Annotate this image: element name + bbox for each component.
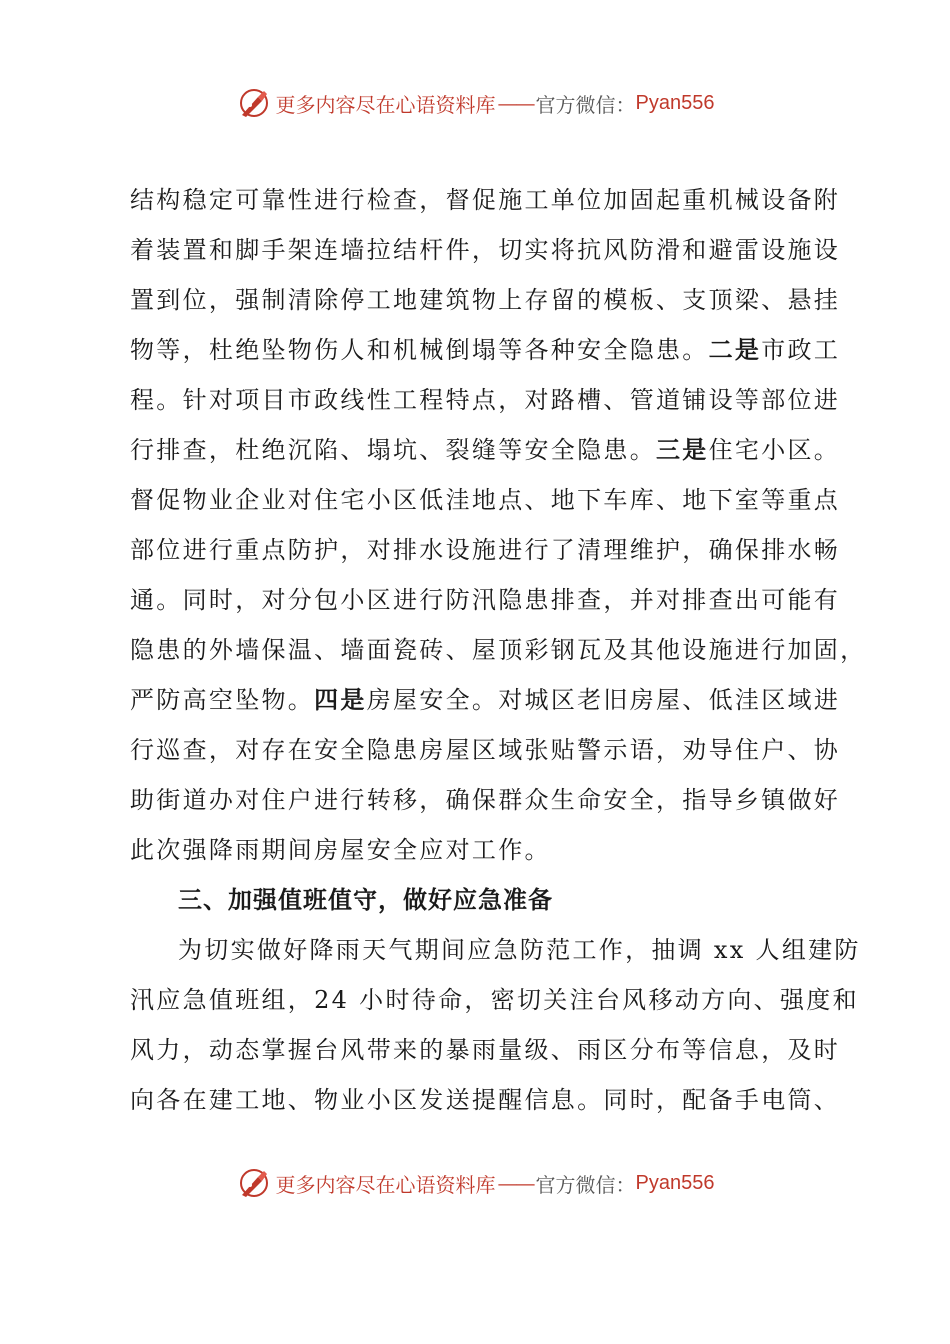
paragraph-line: 为切实做好降雨天气期间应急防范工作，抽调 xx 人组建防 xyxy=(178,936,861,964)
bold-marker: 三是 xyxy=(656,435,709,464)
banner-main-text: 更多内容尽在心语资料库 xyxy=(275,1172,496,1197)
pen-logo-icon xyxy=(236,1165,272,1201)
paragraph-line: 向各在建工地、物业小区发送提醒信息。同时，配备手电筒、 xyxy=(130,1086,841,1114)
paragraph-line: 汛应急值班组，24 小时待命，密切关注台风移动方向、强度和 xyxy=(130,986,859,1014)
paragraph-line: 部位进行重点防护，对排水设施进行了清理维护，确保排水畅 xyxy=(130,536,841,564)
bold-marker: 二是 xyxy=(708,335,762,364)
text-run: 行排查，杜绝沉陷、塌坑、裂缝等安全隐患。 xyxy=(130,436,656,464)
text-run: 严防高空坠物。 xyxy=(130,686,315,714)
bold-marker: 四是 xyxy=(314,685,367,714)
paragraph-line xyxy=(130,675,841,725)
section-heading: 三、加强值班值守，做好应急准备 xyxy=(178,886,553,914)
paragraph-line xyxy=(130,325,841,375)
paragraph-line: 助街道办对住户进行转移，确保群众生命安全，指导乡镇做好 xyxy=(130,786,841,814)
footer-banner xyxy=(0,1163,950,1203)
paragraph-line: 督促物业企业对住宅小区低洼地点、地下车库、地下室等重点 xyxy=(130,486,841,514)
document-body xyxy=(130,175,867,1125)
text-run: 物等，杜绝坠物伤人和机械倒塌等各种安全隐患。 xyxy=(130,336,709,364)
banner-account: Pyan556 xyxy=(635,91,715,114)
text-run: 房屋安全。对城区老旧房屋、低洼区域进 xyxy=(366,686,841,714)
text-run: 市政工 xyxy=(761,336,841,364)
paragraph-line: 着装置和脚手架连墙拉结杆件，切实将抗风防滑和避雷设施设 xyxy=(130,236,841,264)
banner-dash: —— xyxy=(497,1171,534,1195)
header-banner xyxy=(0,83,950,123)
paragraph-line: 风力，动态掌握台风带来的暴雨量级、雨区分布等信息，及时 xyxy=(130,1036,841,1064)
banner-label: 官方微信： xyxy=(535,92,636,117)
paragraph-line: 此次强降雨期间房屋安全应对工作。 xyxy=(130,836,551,864)
paragraph-line xyxy=(130,425,841,475)
text-run: 住宅小区。 xyxy=(708,436,841,464)
banner-main-text: 更多内容尽在心语资料库 xyxy=(275,92,496,117)
banner-dash: —— xyxy=(497,91,534,115)
banner-label: 官方微信： xyxy=(535,1172,636,1197)
pen-logo-icon xyxy=(236,85,272,121)
paragraph-line: 置到位，强制清除停工地建筑物上存留的模板、支顶梁、悬挂 xyxy=(130,286,841,314)
paragraph-line: 程。针对项目市政线性工程特点，对路槽、管道铺设等部位进 xyxy=(130,386,841,414)
banner-account: Pyan556 xyxy=(635,1171,715,1194)
paragraph-line: 结构稳定可靠性进行检查，督促施工单位加固起重机械设备附 xyxy=(130,186,841,214)
paragraph-line: 隐患的外墙保温、墙面瓷砖、屋顶彩钢瓦及其他设施进行加固， xyxy=(130,636,867,664)
paragraph-line: 通。同时，对分包小区进行防汛隐患排查，并对排查出可能有 xyxy=(130,586,841,614)
paragraph-line: 行巡查，对存在安全隐患房屋区域张贴警示语，劝导住户、协 xyxy=(130,736,841,764)
